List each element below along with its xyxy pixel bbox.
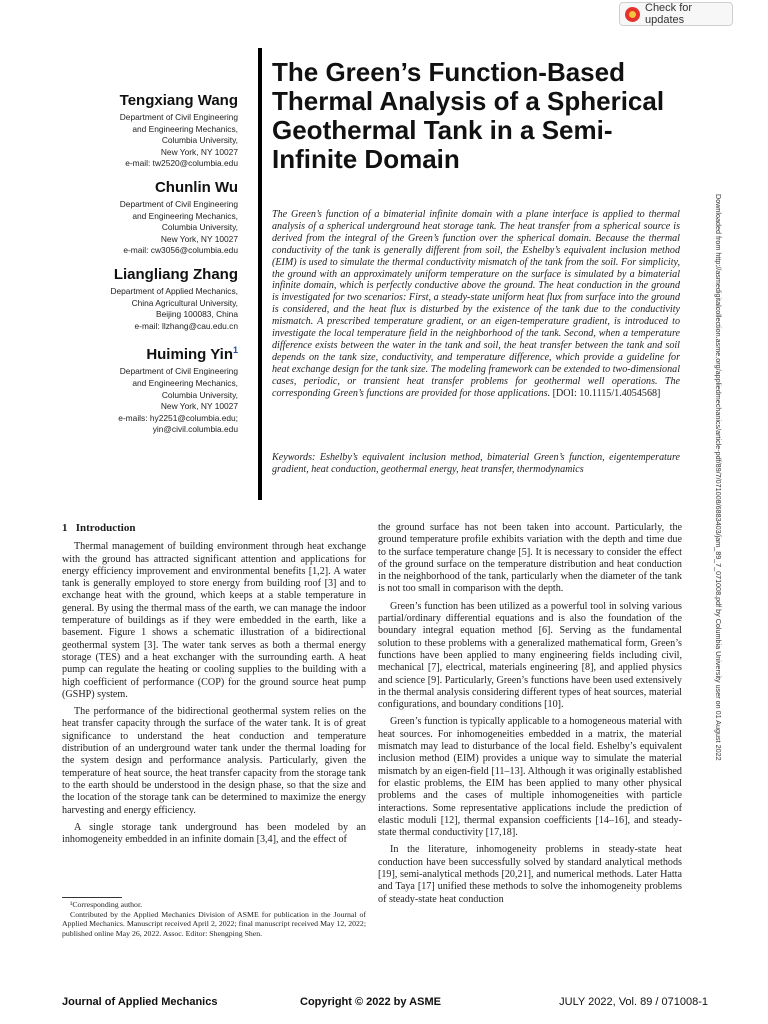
download-note: Downloaded from http://asmedigitalcollection.asme.org/appliedmechanics/article-pdf/89/7/071008/6883403/jam_89_7_071008.pdf by Columbia University user on 01 August 2022	[714, 194, 723, 761]
footnote: ¹Corresponding author.	[70, 900, 143, 909]
copyright: Copyright © 2022 by ASME	[300, 996, 441, 1008]
author-email[interactable]: e-mail: llzhang@cau.edu.cn	[134, 320, 238, 331]
keywords: Keywords: Eshelby’s equivalent inclusion method, bimaterial Green’s function, eigentemperature gradient, heat conduction, geothermal energy, heat transfer, thermodynamics	[272, 452, 680, 475]
section-title: Introduction	[75, 522, 136, 534]
footnote: Contributed by the Applied Mechanics Division of ASME for publication in the Journal of Applied Mechanics. Manuscript received April 2, 2022; final manuscript received May 12, 2022; published online May 26, 2022. Assoc. Editor: Shengping Shen.	[62, 909, 366, 938]
affiliation-line: China Agricultural University,	[131, 297, 238, 308]
affiliation-line: Columbia University,	[161, 389, 238, 400]
abstract-text: The Green’s function of a bimaterial infinite domain with a plane interface is applied to thermal analysis of a spherical underground heat storage tank. The heat transfer from a spherical source is derived from the integral of the Green’s function over the spherical domain. Because the thermal conductivity of the tank is generally different from soil, the Eshelby’s equivalent inclusion method (EIM) is used to simulate the thermal conductivity mismatch of the tank from the soil. For simplicity, the ground with an approximately uniform temperature on the surface is simulated by a bimaterial infinite domain, which is perfectly conductive above the ground. The heat conduction in the ground is investigated for two scenarios: First, a steady-state uniform heat flux from surface into the ground is considered, and the heat flux is disturbed by the existence of the tank due to the conductivity mismatch. A prescribed temperature gradient, or an eigen-temperature gradient, is introduced to investigate the local temperature field in the neighborhood of the tank. Second, when a temperature difference exists between the water in the tank and soil, the heat transfer between the tank and soil depends on the tank size, conductivity, and temperature difference, which provide a guideline for heat exchange design for the tank size. The modeling framework can be extended to two-dimensional cases, periodic, or transient heat transfer problems for geothermal well operations. The corresponding Green’s functions are provided for those applications.	[272, 209, 680, 399]
author-name: Chunlin Wu	[154, 178, 238, 196]
check-for-updates-label: Check for updates	[645, 2, 693, 26]
body-paragraph: Green’s function has been utilized as a powerful tool in solving various partial/ordinary differential equations and is also the foundation of the boundary integral equation method [6]. Serving as the fundamental solution to these problems with a generalized mathematical form, Green’s functions have been applied to many engineering fields including civil, mechanical [7], electrical, materials engineering [8], and applied physics and science [9]. Particularly, Green’s functions have been used extensively in the thermal analysis considering different types of heat sources, material configurations, and boundary conditions [10].	[378, 600, 682, 711]
section-number: 1	[62, 522, 68, 534]
body-paragraph: the ground surface has not been taken into account. Particularly, the ground temperature profile exhibits variation with the depth and time due to the surface temperature change [5]. It is necessary to consider the effect of the ground surface on the temperature distribution and heat conduction in the neighborhood of the tank, particularly when the diameter of the tank is not too small in comparison with the depth.	[378, 522, 682, 595]
body-paragraph: A single storage tank underground has been modeled by an inhomogeneity embedded in an infinite domain [3,4], and the effect of	[62, 821, 366, 846]
affiliation-line: Department of Civil Engineering	[119, 198, 238, 209]
right-column	[378, 522, 682, 911]
title-rule	[258, 48, 262, 500]
author-block	[38, 266, 238, 332]
check-for-updates-button[interactable]	[619, 2, 733, 26]
affiliation-line: Department of Civil Engineering	[119, 112, 238, 122]
journal-name: Journal of Applied Mechanics	[62, 996, 218, 1008]
abstract	[272, 209, 680, 400]
affiliation-line: Beijing 100083, China	[156, 309, 238, 320]
volume-info: JULY 2022, Vol. 89 / 071008-1	[559, 996, 708, 1008]
affiliation-line: and Engineering Mechanics,	[132, 377, 238, 388]
footnotes	[62, 900, 366, 938]
affiliation-line: New York, NY 10027	[160, 401, 238, 412]
doi: [DOI: 10.1115/1.4054568]	[552, 387, 661, 399]
author-block	[38, 179, 238, 257]
author-name: Tengxiang Wang	[119, 92, 238, 109]
affiliation-line: and Engineering Mechanics,	[132, 123, 238, 134]
affiliation-line: Columbia University,	[161, 222, 238, 233]
author-email[interactable]: e-mail: cw3056@columbia.edu	[123, 245, 238, 256]
affiliation-line: New York, NY 10027	[160, 233, 238, 244]
section-heading	[62, 522, 366, 534]
author-name: Liangliang Zhang	[113, 265, 238, 283]
affiliation-line: Department of Civil Engineering	[119, 366, 238, 377]
author-list	[38, 92, 238, 445]
author-email[interactable]: yin@civil.columbia.edu	[152, 424, 238, 435]
author-block	[38, 92, 238, 170]
affiliation-line: Department of Applied Mechanics,	[110, 285, 238, 296]
affiliation-line: Columbia University,	[161, 135, 238, 146]
author-block	[38, 341, 238, 436]
footnote-rule	[62, 897, 122, 898]
affiliation-line: New York, NY 10027	[160, 146, 238, 157]
author-email[interactable]: e-mails: hy2251@columbia.edu;	[118, 412, 238, 423]
left-column	[62, 522, 366, 851]
body-paragraph: Green’s function is typically applicable to a homogeneous material with heat sources. For inhomogeneities embedded in a matrix, the material mismatch may lead to disturbance of the local field. Eshelby’s equivalent inclusion method (EIM) provides a unique way to simulate the material mismatch by an eigen-field [11–13]. Although it was originally established for elastic problems, the EIM has been applied to many other physical problems and the cases of multiple inhomogeneities with particle interactions. Some representative applications include the prediction of elastic moduli [12], thermal expansion coefficients [14–16], and steady-state thermal conductivity [17,18].	[378, 716, 682, 839]
affiliation-line: and Engineering Mechanics,	[132, 210, 238, 221]
author-name: Huiming Yin$^1$	[146, 345, 238, 364]
body-paragraph: The performance of the bidirectional geothermal system relies on the heat transfer capacity through the surface of the water tank. It is of great significance to understand the heat conduction and temperature distribution of an underground water tank under the thermal loading for the system design and performance analysis. Particularly, given the temperature of heat source, the heat transfer capacity from the storage tank to the earth should be understood in the design phase, so that the size and the location of the storage tank can be determined to maximize the energy harvesting and energy efficiency.	[62, 706, 366, 816]
paper-title: The Green’s Function-Based Thermal Analysis of a Spherical Geothermal Tank in a Semi-Infinite Domain	[272, 57, 665, 174]
body-paragraph: Thermal management of building environment through heat exchange with the ground has attracted significant attention and applications for energy efficiency improvement and environmental benefits [1,2]. A water tank is generally employed to store energy from building roof [3] and to exchange heat with the ground, which keeps at a stable temperature in general. By using the thermal mass of the earth, we can manage the indoor temperature of buildings as if they were embedded in the earth, like a basement. Figure 1 shows a schematic illustration of a bidirectional geothermal system [3]. The water tank serves as both a thermal energy storage (TES) and a heat exchanger with the surrounding earth. A heat pump can regulate the heating or cooling supplies to the building with a high coefficient of performance (COP) for the ground source heat pump (GSHP) system.	[62, 541, 366, 700]
body-paragraph: In the literature, inhomogeneity problems in steady-state heat conduction have been successfully solved by standard analytical methods [19], semi-analytical methods [20,21], and numerical methods. Later Hatta and Taya [17] unified these methods to solve the inhomogeneity problems of steady-state heat conduction	[378, 844, 682, 905]
page-footer	[62, 996, 708, 1012]
corresponding-author-mark[interactable]: 1	[232, 345, 238, 356]
author-email[interactable]: e-mail: tw2520@columbia.edu	[125, 158, 238, 169]
crossmark-icon	[625, 7, 640, 22]
